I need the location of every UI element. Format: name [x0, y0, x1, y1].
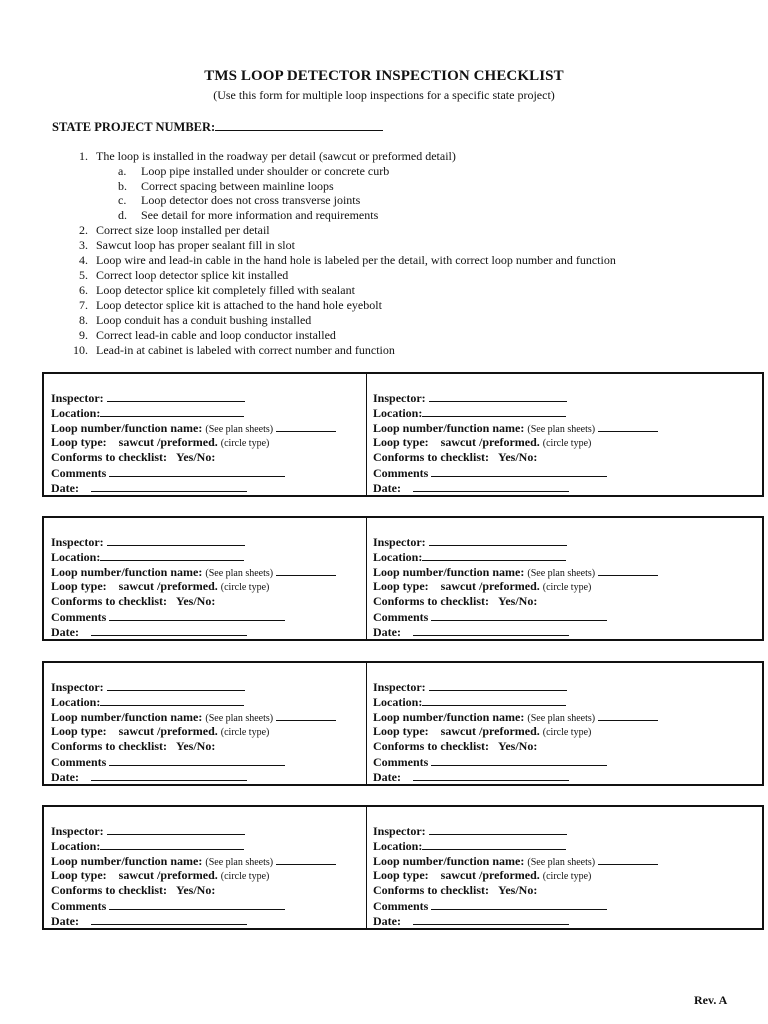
location-field[interactable] — [100, 405, 244, 417]
yes-no-option[interactable]: Yes/No: — [175, 450, 216, 464]
inspector-label: Inspector: — [51, 680, 104, 694]
inspection-form-panel-right — [373, 823, 658, 928]
location-row — [373, 838, 658, 853]
location-label: Location: — [373, 695, 423, 709]
inspection-form-box — [42, 661, 764, 786]
date-label: Date: — [51, 914, 79, 928]
plan-sheets-note: (See plan sheets) — [527, 857, 596, 868]
inspector-field[interactable] — [429, 534, 567, 546]
loop-type-row — [373, 435, 658, 450]
inspection-form-box — [42, 372, 764, 497]
loop-number-row — [373, 564, 658, 579]
date-row — [51, 913, 336, 928]
comments-label: Comments — [51, 466, 107, 480]
loop-number-field[interactable] — [598, 853, 658, 865]
loop-type-label: Loop type: — [373, 868, 429, 882]
date-field[interactable] — [91, 624, 247, 636]
date-field[interactable] — [91, 769, 247, 781]
loop-number-label: Loop number/function name: — [51, 565, 203, 579]
loop-number-row — [51, 853, 336, 868]
inspection-form-panel-right — [373, 679, 658, 784]
loop-number-row — [51, 420, 336, 435]
loop-number-row — [373, 709, 658, 724]
loop-type-label: Loop type: — [51, 724, 107, 738]
comments-label: Comments — [373, 899, 429, 913]
checklist-subitem-text: Loop detector does not cross transverse joints — [141, 193, 361, 207]
conforms-row — [373, 883, 658, 898]
location-label: Location: — [51, 406, 101, 420]
loop-type-options[interactable]: sawcut /preformed. — [118, 435, 218, 449]
inspector-label: Inspector: — [373, 535, 426, 549]
plan-sheets-note: (See plan sheets) — [527, 568, 596, 579]
date-label: Date: — [373, 914, 401, 928]
loop-type-row — [51, 724, 336, 739]
inspector-row — [373, 823, 658, 838]
location-label: Location: — [51, 550, 101, 564]
date-row — [51, 480, 336, 495]
checklist-item-number: 10. — [73, 343, 88, 357]
checklist-item-text: Correct loop detector splice kit installed — [96, 268, 289, 282]
loop-type-options[interactable]: sawcut /preformed. — [440, 868, 540, 882]
circle-type-note: (circle type) — [220, 438, 270, 449]
inspection-form-panel-right — [373, 534, 658, 639]
location-row — [51, 405, 336, 420]
form-subtitle: (Use this form for multiple loop inspections for a specific state project) — [213, 88, 555, 102]
comments-field[interactable] — [109, 465, 285, 477]
location-field[interactable] — [100, 549, 244, 561]
checklist-subitem-text: Correct spacing between mainline loops — [141, 179, 334, 193]
loop-number-label: Loop number/function name: — [373, 710, 525, 724]
inspector-label: Inspector: — [373, 824, 426, 838]
date-row — [51, 624, 336, 639]
inspector-field[interactable] — [107, 679, 245, 691]
state-project-number-label: STATE PROJECT NUMBER: — [52, 120, 216, 134]
loop-type-row — [373, 724, 658, 739]
conforms-row — [373, 594, 658, 609]
inspection-form-box — [42, 805, 764, 930]
conforms-label: Conforms to checklist: — [373, 883, 489, 897]
checklist-subitem-letter: b. — [118, 179, 127, 193]
plan-sheets-note: (See plan sheets) — [205, 857, 274, 868]
loop-number-label: Loop number/function name: — [51, 854, 203, 868]
inspector-row — [373, 390, 658, 405]
checklist-subitem-letter: c. — [118, 193, 127, 207]
date-field[interactable] — [413, 480, 569, 492]
checklist-item-text: Loop detector splice kit completely filled with sealant — [96, 283, 355, 297]
loop-type-label: Loop type: — [373, 579, 429, 593]
inspection-form-panel-left — [51, 534, 336, 639]
comments-label: Comments — [51, 899, 107, 913]
loop-number-field[interactable] — [598, 709, 658, 721]
location-field[interactable] — [100, 838, 244, 850]
checklist-item-number: 9. — [79, 328, 88, 342]
loop-number-row — [51, 564, 336, 579]
conforms-row — [51, 739, 336, 754]
comments-label: Comments — [373, 755, 429, 769]
date-row — [373, 624, 658, 639]
inspector-label: Inspector: — [373, 391, 426, 405]
loop-type-label: Loop type: — [51, 579, 107, 593]
comments-row — [373, 898, 658, 913]
location-row — [51, 838, 336, 853]
loop-number-row — [373, 420, 658, 435]
comments-label: Comments — [51, 610, 107, 624]
checklist-item-text: Correct lead-in cable and loop conductor installed — [96, 328, 336, 342]
loop-type-options[interactable]: sawcut /preformed. — [118, 579, 218, 593]
location-label: Location: — [373, 550, 423, 564]
comments-row — [51, 609, 336, 624]
inspector-label: Inspector: — [51, 824, 104, 838]
location-row — [373, 549, 658, 564]
inspector-field[interactable] — [429, 390, 567, 402]
comments-label: Comments — [373, 610, 429, 624]
loop-number-label: Loop number/function name: — [51, 421, 203, 435]
conforms-label: Conforms to checklist: — [373, 739, 489, 753]
state-project-number-field[interactable] — [215, 118, 383, 131]
checklist-item-text: Loop detector splice kit is attached to the hand hole eyebolt — [96, 298, 382, 312]
loop-type-label: Loop type: — [51, 435, 107, 449]
date-label: Date: — [51, 770, 79, 784]
revision-label: Rev. A — [694, 993, 728, 1007]
inspector-field[interactable] — [429, 823, 567, 835]
checklist-item-number: 2. — [79, 223, 88, 237]
comments-row — [373, 609, 658, 624]
plan-sheets-note: (See plan sheets) — [205, 424, 274, 435]
checklist-item-number: 6. — [79, 283, 88, 297]
conforms-row — [373, 450, 658, 465]
inspector-row — [51, 534, 336, 549]
location-label: Location: — [51, 839, 101, 853]
loop-type-row — [51, 435, 336, 450]
circle-type-note: (circle type) — [220, 727, 270, 738]
date-row — [373, 769, 658, 784]
panel-divider — [366, 518, 367, 639]
comments-field[interactable] — [109, 609, 285, 621]
loop-number-field[interactable] — [276, 420, 336, 432]
loop-number-field[interactable] — [276, 564, 336, 576]
circle-type-note: (circle type) — [542, 438, 592, 449]
date-row — [51, 769, 336, 784]
comments-field[interactable] — [431, 465, 607, 477]
conforms-row — [373, 739, 658, 754]
location-label: Location: — [373, 839, 423, 853]
conforms-row — [51, 450, 336, 465]
date-field[interactable] — [413, 769, 569, 781]
inspector-row — [51, 390, 336, 405]
checklist-subitem-letter: a. — [118, 164, 127, 178]
date-row — [373, 480, 658, 495]
loop-number-row — [51, 709, 336, 724]
inspector-field[interactable] — [107, 534, 245, 546]
inspector-row — [373, 534, 658, 549]
loop-number-label: Loop number/function name: — [51, 710, 203, 724]
loop-type-options[interactable]: sawcut /preformed. — [118, 868, 218, 882]
panel-divider — [366, 374, 367, 495]
inspection-form-panel-left — [51, 823, 336, 928]
yes-no-option[interactable]: Yes/No: — [497, 739, 538, 753]
circle-type-note: (circle type) — [542, 727, 592, 738]
checklist-item-text: Correct size loop installed per detail — [96, 223, 270, 237]
loop-type-options[interactable]: sawcut /preformed. — [118, 724, 218, 738]
date-label: Date: — [51, 481, 79, 495]
checklist-item-text: Sawcut loop has proper sealant fill in slot — [96, 238, 295, 252]
location-row — [373, 405, 658, 420]
inspector-row — [51, 823, 336, 838]
loop-type-options[interactable]: sawcut /preformed. — [440, 579, 540, 593]
location-field[interactable] — [422, 694, 566, 706]
state-project-number — [52, 118, 383, 135]
inspector-row — [373, 679, 658, 694]
inspector-label: Inspector: — [51, 535, 104, 549]
loop-type-row — [51, 579, 336, 594]
form-title: TMS LOOP DETECTOR INSPECTION CHECKLIST — [204, 68, 564, 84]
checklist-subitem-text: Loop pipe installed under shoulder or concrete curb — [141, 164, 390, 178]
location-label: Location: — [373, 406, 423, 420]
location-row — [51, 694, 336, 709]
conforms-label: Conforms to checklist: — [51, 739, 167, 753]
conforms-label: Conforms to checklist: — [373, 450, 489, 464]
loop-type-options[interactable]: sawcut /preformed. — [440, 435, 540, 449]
date-row — [373, 913, 658, 928]
comments-label: Comments — [373, 466, 429, 480]
inspection-form-panel-left — [51, 390, 336, 495]
inspection-form-box — [42, 516, 764, 641]
location-field[interactable] — [422, 838, 566, 850]
checklist-item-number: 8. — [79, 313, 88, 327]
comments-field[interactable] — [109, 898, 285, 910]
checklist-item-text: Loop conduit has a conduit bushing installed — [96, 313, 312, 327]
inspector-label: Inspector: — [373, 680, 426, 694]
checklist-item-number: 4. — [79, 253, 88, 267]
location-field[interactable] — [100, 694, 244, 706]
inspector-field[interactable] — [107, 390, 245, 402]
plan-sheets-note: (See plan sheets) — [205, 568, 274, 579]
loop-number-field[interactable] — [276, 709, 336, 721]
checklist-item-text: Loop wire and lead-in cable in the hand hole is labeled per the detail, with correct loop number and function — [96, 253, 616, 267]
circle-type-note: (circle type) — [220, 582, 270, 593]
circle-type-note: (circle type) — [220, 871, 270, 882]
conforms-label: Conforms to checklist: — [51, 594, 167, 608]
conforms-row — [51, 594, 336, 609]
loop-number-row — [373, 853, 658, 868]
date-field[interactable] — [413, 624, 569, 636]
inspector-label: Inspector: — [51, 391, 104, 405]
comments-field[interactable] — [431, 754, 607, 766]
comments-row — [373, 754, 658, 769]
checklist-item-number: 1. — [79, 149, 88, 163]
plan-sheets-note: (See plan sheets) — [527, 713, 596, 724]
checklist-item-text: The loop is installed in the roadway per detail (sawcut or preformed detail) — [96, 149, 456, 163]
inspector-field[interactable] — [107, 823, 245, 835]
comments-field[interactable] — [109, 754, 285, 766]
yes-no-option[interactable]: Yes/No: — [175, 883, 216, 897]
conforms-label: Conforms to checklist: — [373, 594, 489, 608]
location-field[interactable] — [422, 405, 566, 417]
checklist-item-number: 5. — [79, 268, 88, 282]
checklist-item-number: 3. — [79, 238, 88, 252]
comments-row — [51, 898, 336, 913]
loop-type-options[interactable]: sawcut /preformed. — [440, 724, 540, 738]
loop-type-label: Loop type: — [51, 868, 107, 882]
conforms-row — [51, 883, 336, 898]
loop-type-label: Loop type: — [373, 724, 429, 738]
yes-no-option[interactable]: Yes/No: — [175, 739, 216, 753]
circle-type-note: (circle type) — [542, 871, 592, 882]
plan-sheets-note: (See plan sheets) — [527, 424, 596, 435]
loop-type-row — [51, 868, 336, 883]
circle-type-note: (circle type) — [542, 582, 592, 593]
panel-divider — [366, 807, 367, 928]
comments-label: Comments — [51, 755, 107, 769]
loop-number-label: Loop number/function name: — [373, 565, 525, 579]
inspector-row — [51, 679, 336, 694]
location-row — [51, 549, 336, 564]
loop-type-row — [373, 579, 658, 594]
comments-row — [51, 754, 336, 769]
location-label: Location: — [51, 695, 101, 709]
checklist-item-number: 7. — [79, 298, 88, 312]
inspection-form-panel-right — [373, 390, 658, 495]
conforms-label: Conforms to checklist: — [51, 883, 167, 897]
date-label: Date: — [373, 481, 401, 495]
date-field[interactable] — [413, 913, 569, 925]
location-row — [373, 694, 658, 709]
loop-number-field[interactable] — [598, 564, 658, 576]
loop-number-label: Loop number/function name: — [373, 854, 525, 868]
date-label: Date: — [51, 625, 79, 639]
loop-number-field[interactable] — [276, 853, 336, 865]
comments-field[interactable] — [431, 898, 607, 910]
checklist-item-text: Lead-in at cabinet is labeled with correct number and function — [96, 343, 395, 357]
inspection-form-panel-left — [51, 679, 336, 784]
comments-row — [373, 465, 658, 480]
comments-field[interactable] — [431, 609, 607, 621]
checklist-subitem-letter: d. — [118, 208, 127, 222]
checklist-subitem-text: See detail for more information and requirements — [141, 208, 379, 222]
loop-type-row — [373, 868, 658, 883]
yes-no-option[interactable]: Yes/No: — [497, 450, 538, 464]
comments-row — [51, 465, 336, 480]
loop-number-field[interactable] — [598, 420, 658, 432]
panel-divider — [366, 663, 367, 784]
yes-no-option[interactable]: Yes/No: — [497, 594, 538, 608]
date-label: Date: — [373, 625, 401, 639]
conforms-label: Conforms to checklist: — [51, 450, 167, 464]
location-field[interactable] — [422, 549, 566, 561]
yes-no-option[interactable]: Yes/No: — [497, 883, 538, 897]
plan-sheets-note: (See plan sheets) — [205, 713, 274, 724]
inspector-field[interactable] — [429, 679, 567, 691]
date-field[interactable] — [91, 480, 247, 492]
date-label: Date: — [373, 770, 401, 784]
loop-number-label: Loop number/function name: — [373, 421, 525, 435]
date-field[interactable] — [91, 913, 247, 925]
loop-type-label: Loop type: — [373, 435, 429, 449]
yes-no-option[interactable]: Yes/No: — [175, 594, 216, 608]
